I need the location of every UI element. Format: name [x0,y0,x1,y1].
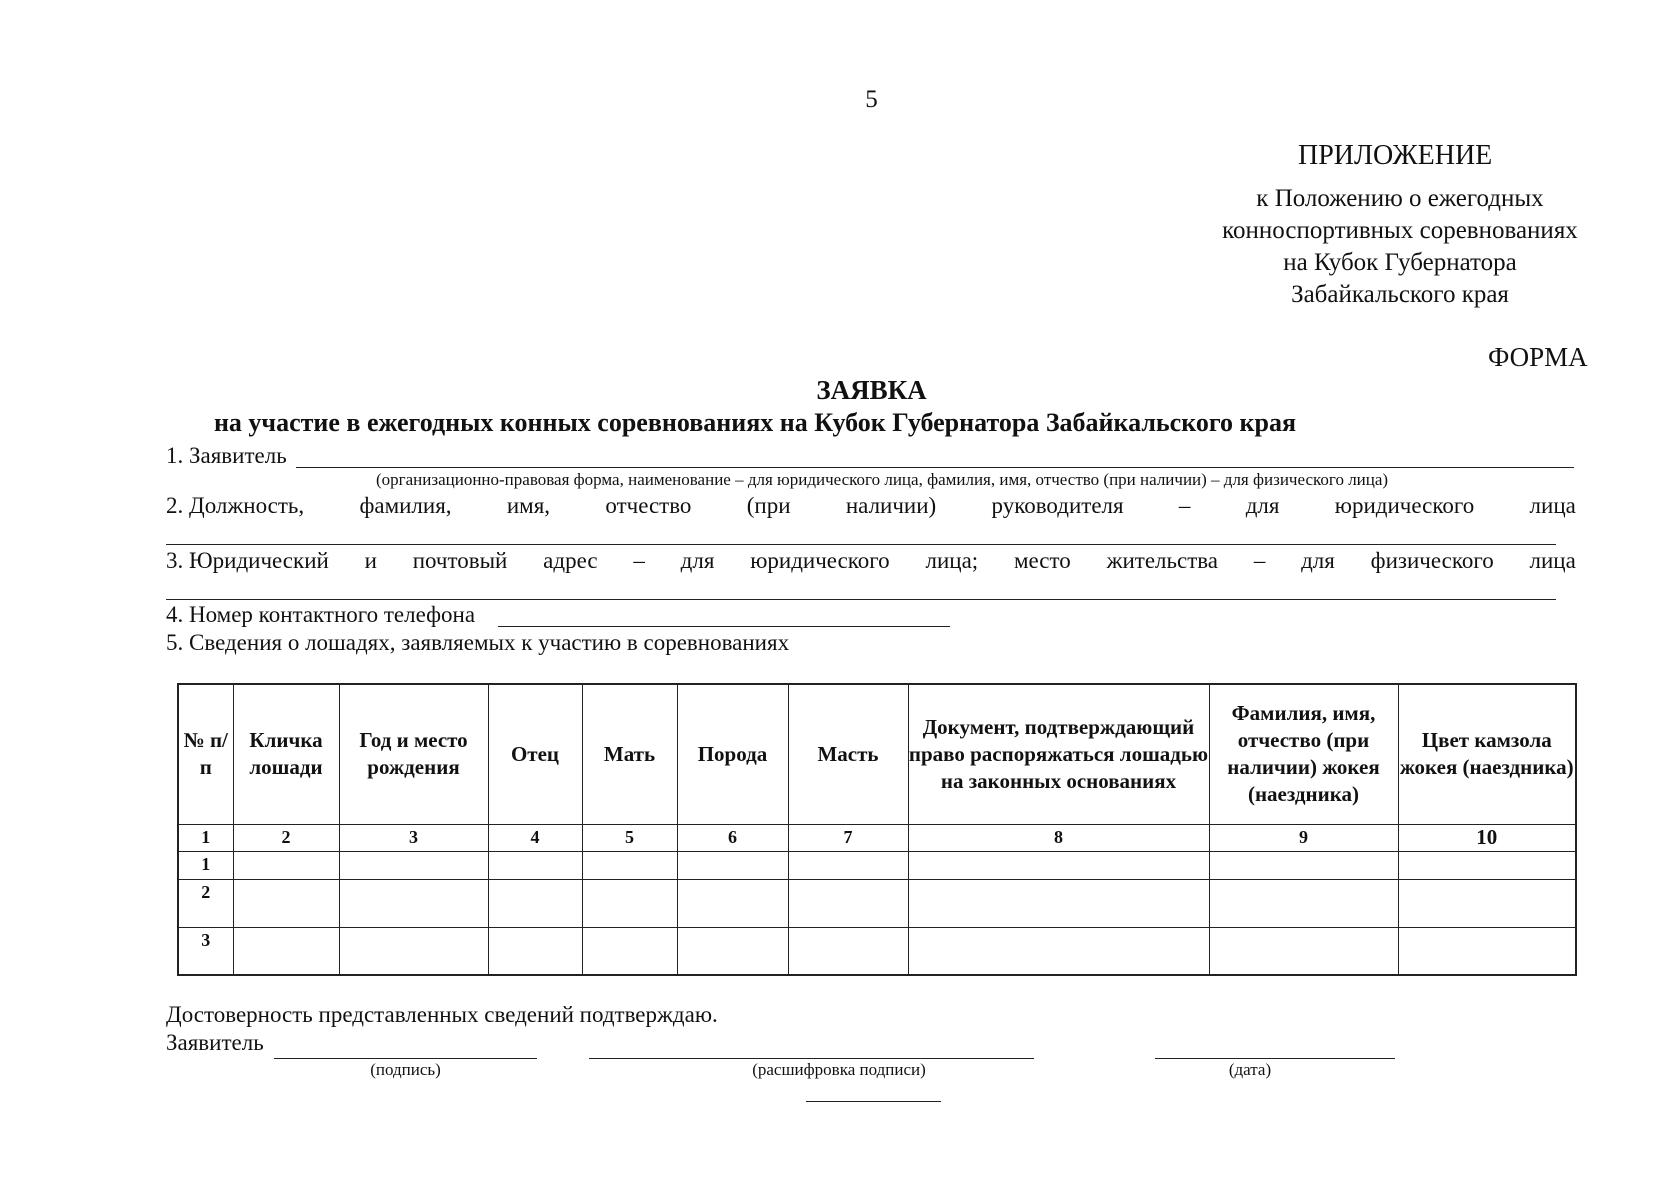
table-header-row [178,684,1576,824]
horses-info-label: 5. Сведения о лошадях, заявляемых к участию в соревнованиях [166,630,790,655]
appendix-line: на Кубок Губернатора [1283,249,1517,276]
table-cell[interactable] [1398,879,1576,927]
table-cell[interactable] [1209,851,1398,879]
table-cell[interactable] [788,927,908,975]
header-cell: Мать [582,684,677,824]
address-label-line: 3. Юридический и почтовый адрес – для юридического лица; место жительства – для физического лица [166,548,1576,573]
table-row [178,851,1576,879]
applicant-hint: (организационно-правовая форма, наименование – для юридического лица, фамилия, имя, отчество (при наличии) – для физического лица) [376,470,1389,489]
column-number: 2 [233,824,339,851]
row-number: 2 [178,879,233,927]
signature-decoding-caption: (расшифровка подписи) [752,1060,926,1079]
table-cell[interactable] [339,851,488,879]
appendix-description [1190,183,1610,311]
appendix-line: к Положению о ежегодных [1256,185,1544,212]
header-cell: Документ, подтверждающий право распоряжаться лошадью на законных основаниях [908,684,1209,824]
phone-label: 4. Номер контактного телефона [166,602,476,627]
table-cell[interactable] [908,927,1209,975]
row-number: 3 [178,927,233,975]
form-label: ФОРМА [1488,342,1588,372]
confirmation-text: Достоверность представленных сведений подтверждаю. [166,1002,718,1027]
header-cell: Масть [788,684,908,824]
column-number: 6 [677,824,788,851]
address-field[interactable] [166,575,1556,600]
header-cell: Кличка лошади [233,684,339,824]
table-cell[interactable] [1398,851,1576,879]
column-number: 5 [582,824,677,851]
table-cell[interactable] [677,927,788,975]
table-cell[interactable] [339,879,488,927]
table-cell[interactable] [582,851,677,879]
header-cell: Порода [677,684,788,824]
table-cell[interactable] [677,851,788,879]
column-number: 1 [178,824,233,851]
table-cell[interactable] [488,879,582,927]
table-cell[interactable] [233,927,339,975]
signature-caption: (подпись) [370,1060,441,1079]
date-field[interactable] [1155,1034,1395,1059]
header-cell: Год и место рождения [339,684,488,824]
table-cell[interactable] [488,851,582,879]
column-number-row [178,824,1576,851]
date-caption: (дата) [1228,1060,1272,1079]
table-cell[interactable] [788,851,908,879]
header-cell: Цвет камзола жокея (наездника) [1398,684,1576,824]
appendix-line: конноспортивных соревнованиях [1222,217,1578,244]
table-cell[interactable] [908,879,1209,927]
table-cell[interactable] [488,927,582,975]
end-divider [806,1101,941,1102]
position-field[interactable] [166,520,1556,545]
column-number: 3 [339,824,488,851]
column-number: 9 [1209,824,1398,851]
table-cell[interactable] [1398,927,1576,975]
signature-decoding-field[interactable] [589,1034,1034,1059]
table-cell[interactable] [582,879,677,927]
table-cell[interactable] [233,851,339,879]
header-cell: № п/п [178,684,233,824]
applicant-field[interactable] [296,443,1574,468]
appendix-line: Забайкальского края [1291,281,1509,308]
column-number: 10 [1398,824,1576,851]
horses-table [177,683,1577,976]
column-number: 7 [788,824,908,851]
column-number: 4 [488,824,582,851]
table-row [178,879,1576,927]
table-cell[interactable] [1209,927,1398,975]
table-cell[interactable] [582,927,677,975]
document-title: ЗАЯВКА [816,375,927,405]
table-cell[interactable] [908,851,1209,879]
table-cell[interactable] [788,879,908,927]
table-cell[interactable] [339,927,488,975]
row-number: 1 [178,851,233,879]
document-subtitle: на участие в ежегодных конных соревнованиях на Кубок Губернатора Забайкальского края [213,408,1297,437]
header-cell: Отец [488,684,582,824]
table-cell[interactable] [1209,879,1398,927]
applicant-label: 1. Заявитель [166,443,287,468]
position-label-line: 2. Должность, фамилия, имя, отчество (при наличии) руководителя – для юридического лица [166,493,1576,518]
column-number: 8 [908,824,1209,851]
phone-field[interactable] [498,602,950,627]
table-cell[interactable] [233,879,339,927]
signature-field[interactable] [274,1034,537,1059]
header-cell: Фамилия, имя, отчество (при наличии) жокея (наездника) [1209,684,1398,824]
appendix-title: ПРИЛОЖЕНИЕ [1298,140,1493,171]
signature-applicant-label: Заявитель [166,1030,264,1055]
table-cell[interactable] [677,879,788,927]
table-row [178,927,1576,975]
page-number: 5 [865,86,878,113]
